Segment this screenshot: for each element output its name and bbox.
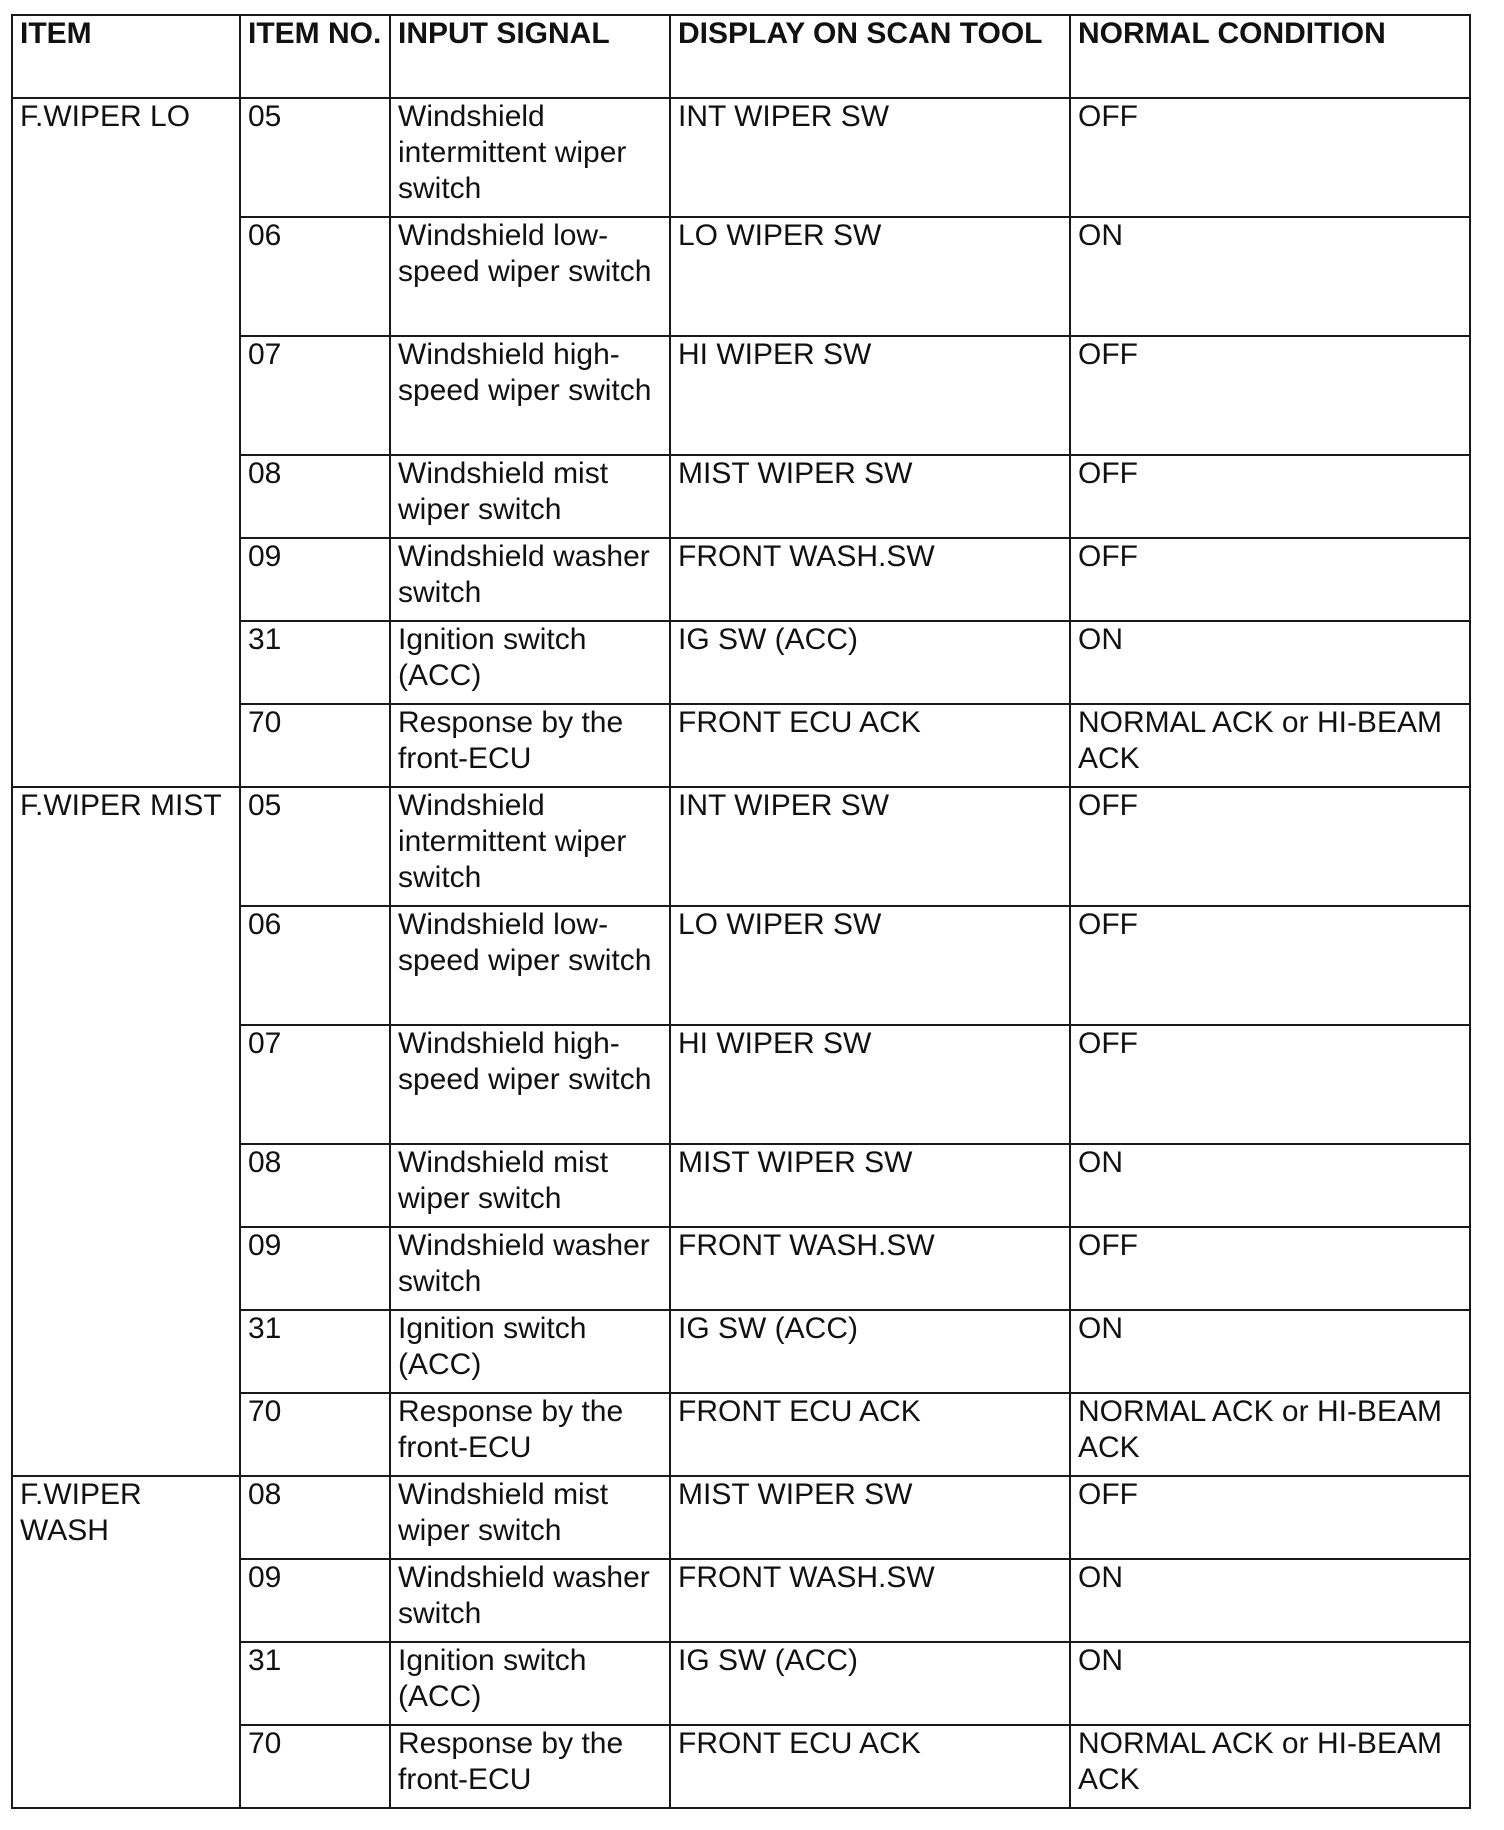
input-signal-cell: Windshield washer switch: [390, 538, 670, 621]
scan-tool-display-cell: FRONT ECU ACK: [670, 704, 1070, 787]
normal-condition-cell: ON: [1070, 217, 1470, 336]
header-item-no: ITEM NO.: [240, 15, 390, 98]
item-no-cell: 07: [240, 1025, 390, 1144]
input-signal-cell: Windshield intermittent wiper switch: [390, 98, 670, 217]
item-no-cell: 70: [240, 1393, 390, 1476]
table-row: [12, 787, 1470, 906]
normal-condition-cell: OFF: [1070, 1476, 1470, 1559]
normal-condition-cell: OFF: [1070, 1227, 1470, 1310]
scan-tool-display-cell: FRONT WASH.SW: [670, 538, 1070, 621]
normal-condition-cell: ON: [1070, 1642, 1470, 1725]
input-signal-cell: Windshield low-speed wiper switch: [390, 906, 670, 1025]
scan-tool-display-cell: MIST WIPER SW: [670, 455, 1070, 538]
scan-tool-display-cell: FRONT WASH.SW: [670, 1559, 1070, 1642]
scan-tool-display-cell: LO WIPER SW: [670, 906, 1070, 1025]
item-no-cell: 08: [240, 455, 390, 538]
normal-condition-cell: OFF: [1070, 98, 1470, 217]
input-signal-cell: Response by the front-ECU: [390, 704, 670, 787]
input-signal-cell: Ignition switch (ACC): [390, 1310, 670, 1393]
item-group-cell: F.WIPER MIST: [12, 787, 240, 1476]
header-normal-condition: NORMAL CONDITION: [1070, 15, 1470, 98]
scan-tool-display-cell: INT WIPER SW: [670, 98, 1070, 217]
normal-condition-cell: NORMAL ACK or HI-BEAM ACK: [1070, 1393, 1470, 1476]
table-row: [12, 1476, 1470, 1559]
input-signal-cell: Response by the front-ECU: [390, 1725, 670, 1808]
item-no-cell: 09: [240, 1227, 390, 1310]
input-signal-cell: Windshield washer switch: [390, 1559, 670, 1642]
item-no-cell: 06: [240, 217, 390, 336]
normal-condition-cell: OFF: [1070, 906, 1470, 1025]
input-signal-cell: Windshield high-speed wiper switch: [390, 1025, 670, 1144]
scan-tool-display-cell: INT WIPER SW: [670, 787, 1070, 906]
item-no-cell: 70: [240, 1725, 390, 1808]
scan-tool-display-cell: MIST WIPER SW: [670, 1144, 1070, 1227]
item-no-cell: 06: [240, 906, 390, 1025]
input-signal-cell: Windshield mist wiper switch: [390, 455, 670, 538]
item-no-cell: 70: [240, 704, 390, 787]
scan-tool-display-cell: IG SW (ACC): [670, 1642, 1070, 1725]
normal-condition-cell: OFF: [1070, 787, 1470, 906]
scan-tool-display-cell: HI WIPER SW: [670, 336, 1070, 455]
input-signal-cell: Windshield washer switch: [390, 1227, 670, 1310]
normal-condition-cell: OFF: [1070, 336, 1470, 455]
scan-tool-display-cell: MIST WIPER SW: [670, 1476, 1070, 1559]
input-signal-cell: Windshield mist wiper switch: [390, 1476, 670, 1559]
input-signal-cell: Ignition switch (ACC): [390, 1642, 670, 1725]
header-item: ITEM: [12, 15, 240, 98]
header-display-on-scan-tool: DISPLAY ON SCAN TOOL: [670, 15, 1070, 98]
item-no-cell: 31: [240, 621, 390, 704]
item-group-cell: F.WIPER LO: [12, 98, 240, 787]
scan-tool-display-cell: FRONT WASH.SW: [670, 1227, 1070, 1310]
header-input-signal: INPUT SIGNAL: [390, 15, 670, 98]
header-row: [12, 15, 1470, 98]
table-body: [12, 98, 1470, 1808]
normal-condition-cell: ON: [1070, 1310, 1470, 1393]
scan-tool-display-cell: IG SW (ACC): [670, 621, 1070, 704]
item-no-cell: 08: [240, 1476, 390, 1559]
input-signal-cell: Windshield mist wiper switch: [390, 1144, 670, 1227]
input-signal-cell: Windshield intermittent wiper switch: [390, 787, 670, 906]
item-no-cell: 05: [240, 787, 390, 906]
item-no-cell: 31: [240, 1310, 390, 1393]
scan-tool-display-cell: FRONT ECU ACK: [670, 1393, 1070, 1476]
normal-condition-cell: OFF: [1070, 1025, 1470, 1144]
normal-condition-cell: OFF: [1070, 455, 1470, 538]
item-no-cell: 05: [240, 98, 390, 217]
scan-tool-display-cell: LO WIPER SW: [670, 217, 1070, 336]
input-signal-cell: Response by the front-ECU: [390, 1393, 670, 1476]
item-group-cell: F.WIPER WASH: [12, 1476, 240, 1808]
item-no-cell: 07: [240, 336, 390, 455]
input-signal-cell: Ignition switch (ACC): [390, 621, 670, 704]
table-container: [11, 14, 1469, 1809]
input-signal-cell: Windshield high-speed wiper switch: [390, 336, 670, 455]
normal-condition-cell: OFF: [1070, 538, 1470, 621]
normal-condition-cell: ON: [1070, 1144, 1470, 1227]
normal-condition-cell: ON: [1070, 621, 1470, 704]
scan-tool-display-cell: IG SW (ACC): [670, 1310, 1070, 1393]
normal-condition-cell: ON: [1070, 1559, 1470, 1642]
item-no-cell: 08: [240, 1144, 390, 1227]
scan-tool-data-table: [11, 14, 1471, 1809]
item-no-cell: 09: [240, 538, 390, 621]
scan-tool-display-cell: FRONT ECU ACK: [670, 1725, 1070, 1808]
input-signal-cell: Windshield low-speed wiper switch: [390, 217, 670, 336]
item-no-cell: 31: [240, 1642, 390, 1725]
scan-tool-display-cell: HI WIPER SW: [670, 1025, 1070, 1144]
normal-condition-cell: NORMAL ACK or HI-BEAM ACK: [1070, 1725, 1470, 1808]
normal-condition-cell: NORMAL ACK or HI-BEAM ACK: [1070, 704, 1470, 787]
item-no-cell: 09: [240, 1559, 390, 1642]
table-row: [12, 98, 1470, 217]
